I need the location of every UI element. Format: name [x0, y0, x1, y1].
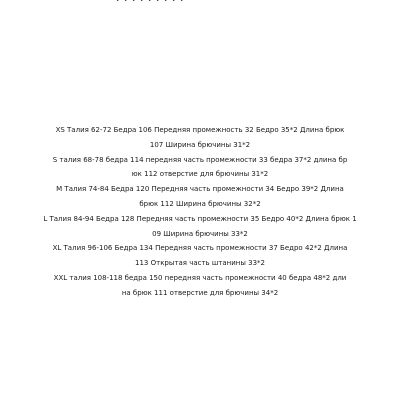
- size-line-xl-1: XL Талия 96-106 Бедра 134 Передняя часть промежности 37 Бедро 42*2 Длина: [52, 244, 348, 253]
- size-line-xxl-1: XXL талия 108-118 бедра 150 передняя часть промежности 40 бедра 48*2 дли: [53, 273, 347, 282]
- size-line-l-2: 09 Ширина брючины 33*2: [152, 229, 248, 238]
- size-line-xxl-2: на брюк 111 отверстие для брючины 34*2: [121, 288, 279, 297]
- size-line-xs-2: 107 Ширина брючины 31*2: [149, 140, 251, 149]
- cropped-top-text: [0, 0, 400, 8]
- size-line-l-1: L Талия 84-94 Бедра 128 Передняя часть промежности 35 Бедро 40*2 Длина брюк 1: [43, 214, 357, 223]
- size-line-s-1: S талия 68-78 бедра 114 передняя часть промежности 33 бедра 37*2 длина бр: [52, 155, 348, 164]
- size-line-xl-2: 113 Открытая часть штанины 33*2: [135, 259, 265, 268]
- size-line-xs-1: XS Талия 62-72 Бедра 106 Передняя промежность 32 Бедро 35*2 Длина брюк: [55, 126, 345, 134]
- cropped-top-line: · · · · · · · · ·: [116, 0, 184, 7]
- size-line-s-2: юк 112 отверстие для брючины 31*2: [131, 170, 269, 179]
- size-chart-text: [0, 123, 400, 301]
- size-line-m-1: M Талия 74-84 Бедра 120 Передняя часть промежности 34 Бедро 39*2 Длина: [56, 185, 344, 194]
- size-line-m-2: брюк 112 Ширина брючины 32*2: [139, 199, 261, 208]
